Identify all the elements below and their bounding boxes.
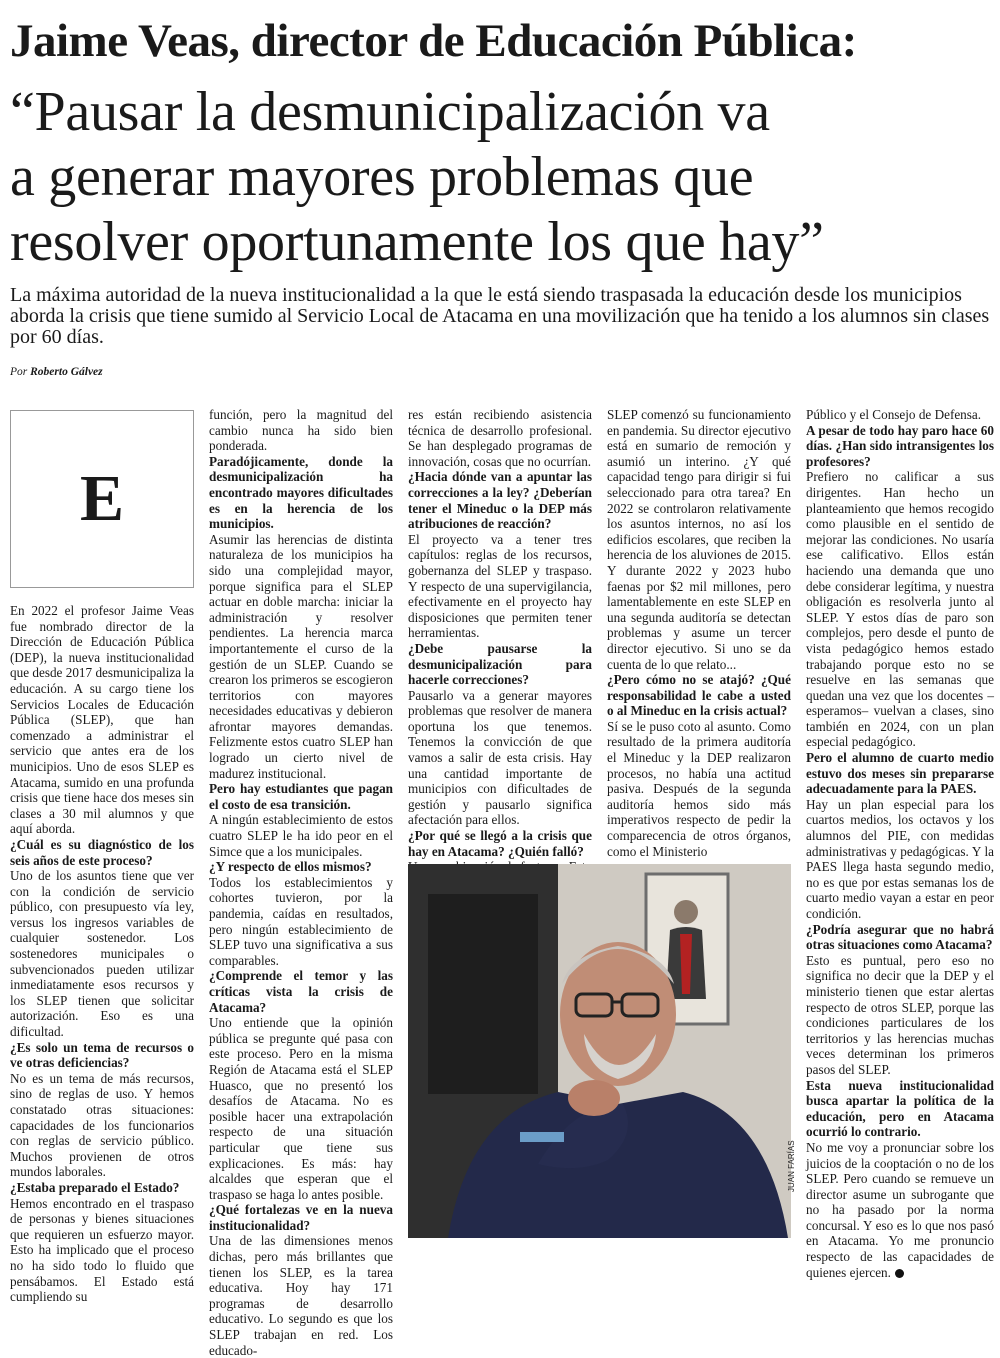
end-mark-icon xyxy=(895,1269,904,1278)
body-paragraph: El proyecto va a tener tres capítulos: reglas de los recursos, gobernanza del SLEP y traspaso. Y respecto de una supervigilancia, efectivamente en el proyecto hay disposiciones que permiten tener herramientas. xyxy=(408,531,592,641)
body-paragraph: res están recibiendo asistencia técnica de desarrollo profesional. Se han desplegado programas de innovación, cosas que no ocurrían. xyxy=(408,407,592,469)
interview-question: ¿Podría asegurar que no habrá otras situaciones como Atacama? xyxy=(806,921,994,953)
body-paragraph: Prefiero no calificar a sus dirigentes. Han hecho un planteamiento que hemos recogido como plausible en el sentido de mejorar las condiciones. No usaría ese calificativo. Ellos están haciendo una demanda que uno debe considerar legítima, y nuestra obligación es resolverla junto al SLEP. Y estos días de paro son complejos, pero desde el punto de vista pedagógico hemos estado trabajando porque esto no se resuelve en las semanas que quedan una vez que los docentes –esperamos– vuelvan a clases, sino también en 2024, con un plan especial pedagógico. xyxy=(806,469,994,750)
interview-question: ¿Pero cómo no se atajó? ¿Qué responsabilidad le cabe a usted o al Mineduc en la crisis actual? xyxy=(607,672,791,719)
body-paragraph: función, pero la magnitud del cambio nunca ha sido bien ponderada. xyxy=(209,407,393,454)
byline-author: Roberto Gálvez xyxy=(30,366,103,378)
interview-question: ¿Y respecto de ellos mismos? xyxy=(209,859,372,875)
body-paragraph: En 2022 el profesor Jaime Veas fue nombrado director de la Dirección de Educación Pública (DEP), la nueva institucionalidad que desde 2017 desmunicipaliza la educación. A su cargo tiene los Servicios Locales de Educación Pública (SLEP), que han comenzado a administrar el servicio que antes era de los municipios. Uno de esos SLEP es Atacama, sumido en una profunda crisis que tiene hace dos meses sin clases a 30 mil alumnos y que aquí aborda. xyxy=(10,603,194,837)
quote-line: a generar mayores problemas que xyxy=(10,146,754,208)
body-paragraph: Pausarlo va a generar mayores problemas que resolver de manera oportuna los que tenemos. Tenemos la convicción de que vamos a salir de esta crisis. Hay una cantidad importante de municipios con dificultades de gestión y pausarlo significa afectación para ellos. xyxy=(408,687,592,828)
body-paragraph: Esto es puntual, pero eso no significa no decir que la DEP y el ministerio tienen que estar alertas respecto de otros SLEP, porque las condiciones particulares de los territorios y las herencias muchas veces determinan los primeros pasos del SLEP. xyxy=(806,952,994,1077)
interview-question: ¿Debe pausarse la desmunicipalización para hacerle correcciones? xyxy=(408,640,592,688)
photo-credit: JUAN FARÍAS xyxy=(787,1140,796,1192)
body-paragraph: No es un tema de más recursos, sino de reglas de uso. Y hemos constatado otras situaciones: capacidades de los funcionarios con reglas de servicio público. Muchos provienen de otros mundos laborales. xyxy=(10,1070,194,1180)
interview-question: Esta nueva institucionalidad busca apartar la política de la educación, pero en Atacama ocurrió lo contrario. xyxy=(806,1077,994,1140)
body-paragraph: Todos los establecimientos y cohortes tuvieron, por la pandemia, caídas en resultados, pero ningún establecimiento de SLEP tuvo una significativa a sus comparables. xyxy=(209,874,393,968)
interview-question: ¿Hacia dónde van a apuntar las correcciones a la ley? ¿Deberían tener el Mineduc o la DEP más atribuciones de reacción? xyxy=(408,469,592,532)
body-paragraph: Público y el Consejo de Defensa. xyxy=(806,407,982,422)
body-paragraph: SLEP comenzó su funcionamiento en pandemia. Su director ejecutivo está en sumario de remoción y asumió un interino. ¿Y qué capacidad tengo para dirigir si fui seleccionado para otra tarea? En 2022 se controlaron relativamente los asuntos internos, no así los edificios escolares, que reciben la herencia de los aluviones de 2015. Y durante 2022 y 2023 hubo faenas por $2 mil millones, pero lamentablemente en este SLEP en una segunda auditoría se detectan problemas y asume un tercer director ejecutivo. Si uno se da cuenta de lo que relato... xyxy=(607,407,791,672)
article-column-1 xyxy=(10,603,194,1305)
interview-question: ¿Es solo un tema de recursos o ve otras deficiencias? xyxy=(10,1039,194,1071)
standfirst: La máxima autoridad de la nueva institucionalidad a la que le está siendo traspasada la educación desde los municipios aborda la crisis que tiene sumido al Servicio Local de Atacama en una movilización que ha tenido a los alumnos sin clases por 60 días. xyxy=(10,284,990,348)
body-paragraph: Uno entiende que la opinión pública se pregunte qué pasa con este proceso. Pero en la misma Región de Atacama está el SLEP Huasco, que no presentó los desafíos de Atacama. No es posible hacer una extrapolación respecto de una situación particular que tiene sus explicaciones. Es más: hay alcaldes que esperan que el traspaso se haga lo antes posible. xyxy=(209,1015,393,1202)
quote-line: resolver oportunamente los que hay” xyxy=(10,211,824,273)
portrait-illustration xyxy=(408,864,791,1238)
headline: Jaime Veas, director de Educación Pública: xyxy=(10,15,857,67)
interview-question: ¿Por qué se llegó a la crisis que hay en Atacama? ¿Quién falló? xyxy=(408,828,592,859)
byline xyxy=(10,366,103,378)
headline-quote xyxy=(10,80,995,275)
drop-cap: E xyxy=(10,410,194,588)
body-paragraph: Uno de los asuntos tiene que ver con la condición de servicio público, con presupuesto vía ley, versus los ingresos variables de cualquier sostenedor. Los sostenedores municipales o subvencionados pueden utilizar inmediatamente esos recursos y los SLEP tienen que solicitar autorización. Eso es una dificultad. xyxy=(10,868,194,1040)
interview-question: Pero hay estudiantes que pagan el costo de esa transición. xyxy=(209,781,393,812)
body-paragraph: A ningún establecimiento de estos cuatro SLEP le ha ido peor en el Simce que a los municipales. xyxy=(209,812,393,859)
body-paragraph: Hemos encontrado en el traspaso de personas y bienes situaciones que requieren un esfuerzo mayor. Esto ha implicado que el proceso no ha sido todo lo fluido que pensábamos. El Estado está cumpliendo su xyxy=(10,1195,194,1305)
body-paragraph: Hay un plan especial para los cuartos medios, los octavos y los alumnos del PIE, con medidas administrativas y pedagógicas. Y la PAES llega hasta segundo medio, no es que por estas semanas los de cuarto medio vayan a estar en peor condición. xyxy=(806,796,994,921)
article-column-3 xyxy=(408,407,592,859)
article-column-4 xyxy=(607,407,791,859)
interview-question: ¿Cuál es su diagnóstico de los seis años de este proceso? xyxy=(10,836,194,868)
interview-question: ¿Estaba preparado el Estado? xyxy=(10,1179,180,1195)
portrait-photo xyxy=(408,864,791,1238)
body-paragraph: Una de las dimensiones menos dichas, pero más brillantes que tienen los SLEP, es la tarea educativa. Hoy hay 171 programas de desarrollo educativo. Lo segundo es que los SLEP trabajan en red. Los educado- xyxy=(209,1233,393,1358)
interview-question: A pesar de todo hay paro hace 60 días. ¿Han sido intransigentes los profesores? xyxy=(806,422,994,469)
body-paragraph: Sí se le puso coto al asunto. Como resultado de la primera auditoría el Mineduc y la DEP realizaron procesos, no había una actitud pasiva. Después de la segunda auditoría hemos sido más imperativos respecto de pedir la comparecencia de otros órganos, como el Ministerio xyxy=(607,718,791,859)
interview-question: Pero el alumno de cuarto medio estuvo dos meses sin prepararse adecuadamente para la PAES. xyxy=(806,750,994,797)
article-column-2 xyxy=(209,407,393,1358)
body-paragraph: Asumir las herencias de distinta naturaleza de los municipios ha sido una complejidad mayor, porque significa para el SLEP actuar en doble marcha: iniciar la administración y resolver pendientes. La herencia marca importantemente el curso de la gestión de un SLEP. Cuando se crearon los primeros se escogieron territorios con mayores necesidades educativas y debieron afrontar mayores demandas. Felizmente estos cuatro SLEP han logrado un cierto nivel de madurez institucional. xyxy=(209,531,393,781)
article-column-5 xyxy=(806,407,994,1280)
body-paragraph: No me voy a pronunciar sobre los juicios de la cooptación o no de los SLEP. Pero cuando se remueve un director asume un subrogante que no ha pasado por la norma concursal. Y eso es lo que nos pasó en Atacama. Yo me pronuncio respecto de las capacidades de quienes ejercen. xyxy=(806,1139,994,1280)
interview-question: Paradójicamente, donde la desmunicipalización ha encontrado mayores dificultades es en la herencia de los municipios. xyxy=(209,453,393,532)
interview-question: ¿Comprende el temor y las críticas vista la crisis de Atacama? xyxy=(209,968,393,1015)
byline-prefix: Por xyxy=(10,366,28,378)
quote-line: “Pausar la desmunicipalización va xyxy=(10,81,770,143)
interview-question: ¿Qué fortalezas ve en la nueva institucionalidad? xyxy=(209,1202,393,1233)
